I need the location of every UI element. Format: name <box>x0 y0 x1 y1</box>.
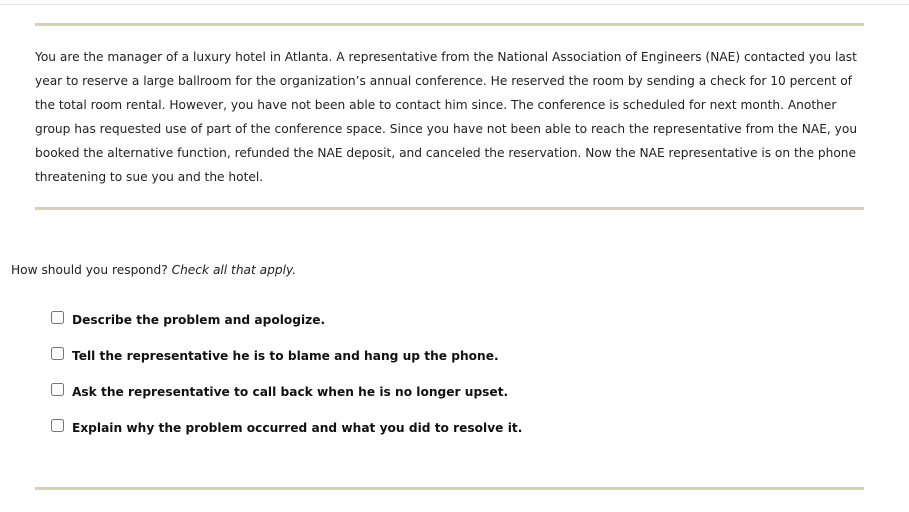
question-instruction: Check all that apply. <box>171 263 297 277</box>
answer-checkbox-4[interactable] <box>51 419 64 432</box>
answer-checkbox-1[interactable] <box>51 311 64 324</box>
question-prompt: How should you respond? <box>11 263 168 277</box>
page-top-border <box>0 4 909 5</box>
answer-checkbox-3[interactable] <box>51 383 64 396</box>
answer-option-4[interactable] <box>51 410 522 446</box>
answer-option-1[interactable] <box>51 302 522 338</box>
question-text <box>11 261 296 279</box>
answer-label-4[interactable]: Explain why the problem occurred and what you did to resolve it. <box>72 421 523 435</box>
answer-options <box>51 302 522 446</box>
answer-option-3[interactable] <box>51 374 522 410</box>
middle-divider <box>35 207 864 210</box>
top-divider <box>35 23 864 26</box>
bottom-divider <box>35 487 864 490</box>
answer-label-3[interactable]: Ask the representative to call back when he is no longer upset. <box>72 385 509 399</box>
answer-option-2[interactable] <box>51 338 522 374</box>
scenario-paragraph: You are the manager of a luxury hotel in Atlanta. A representative from the National Association of Engineers (NAE) contacted you last year to reserve a large ballroom for the organization’s annual conference. He reserved the room by sending a check for 10 percent of the total room rental. However, you have not been able to contact him since. The conference is scheduled for next month. Another group has requested use of part of the conference space. Since you have not been able to reach the representative from the NAE, you booked the alternative function, refunded the NAE deposit, and canceled the reservation. Now the NAE representative is on the phone threatening to sue you and the hotel. <box>35 50 858 184</box>
answer-label-2[interactable]: Tell the representative he is to blame and hang up the phone. <box>72 349 499 363</box>
answer-label-1[interactable]: Describe the problem and apologize. <box>72 313 326 327</box>
answer-checkbox-2[interactable] <box>51 347 64 360</box>
